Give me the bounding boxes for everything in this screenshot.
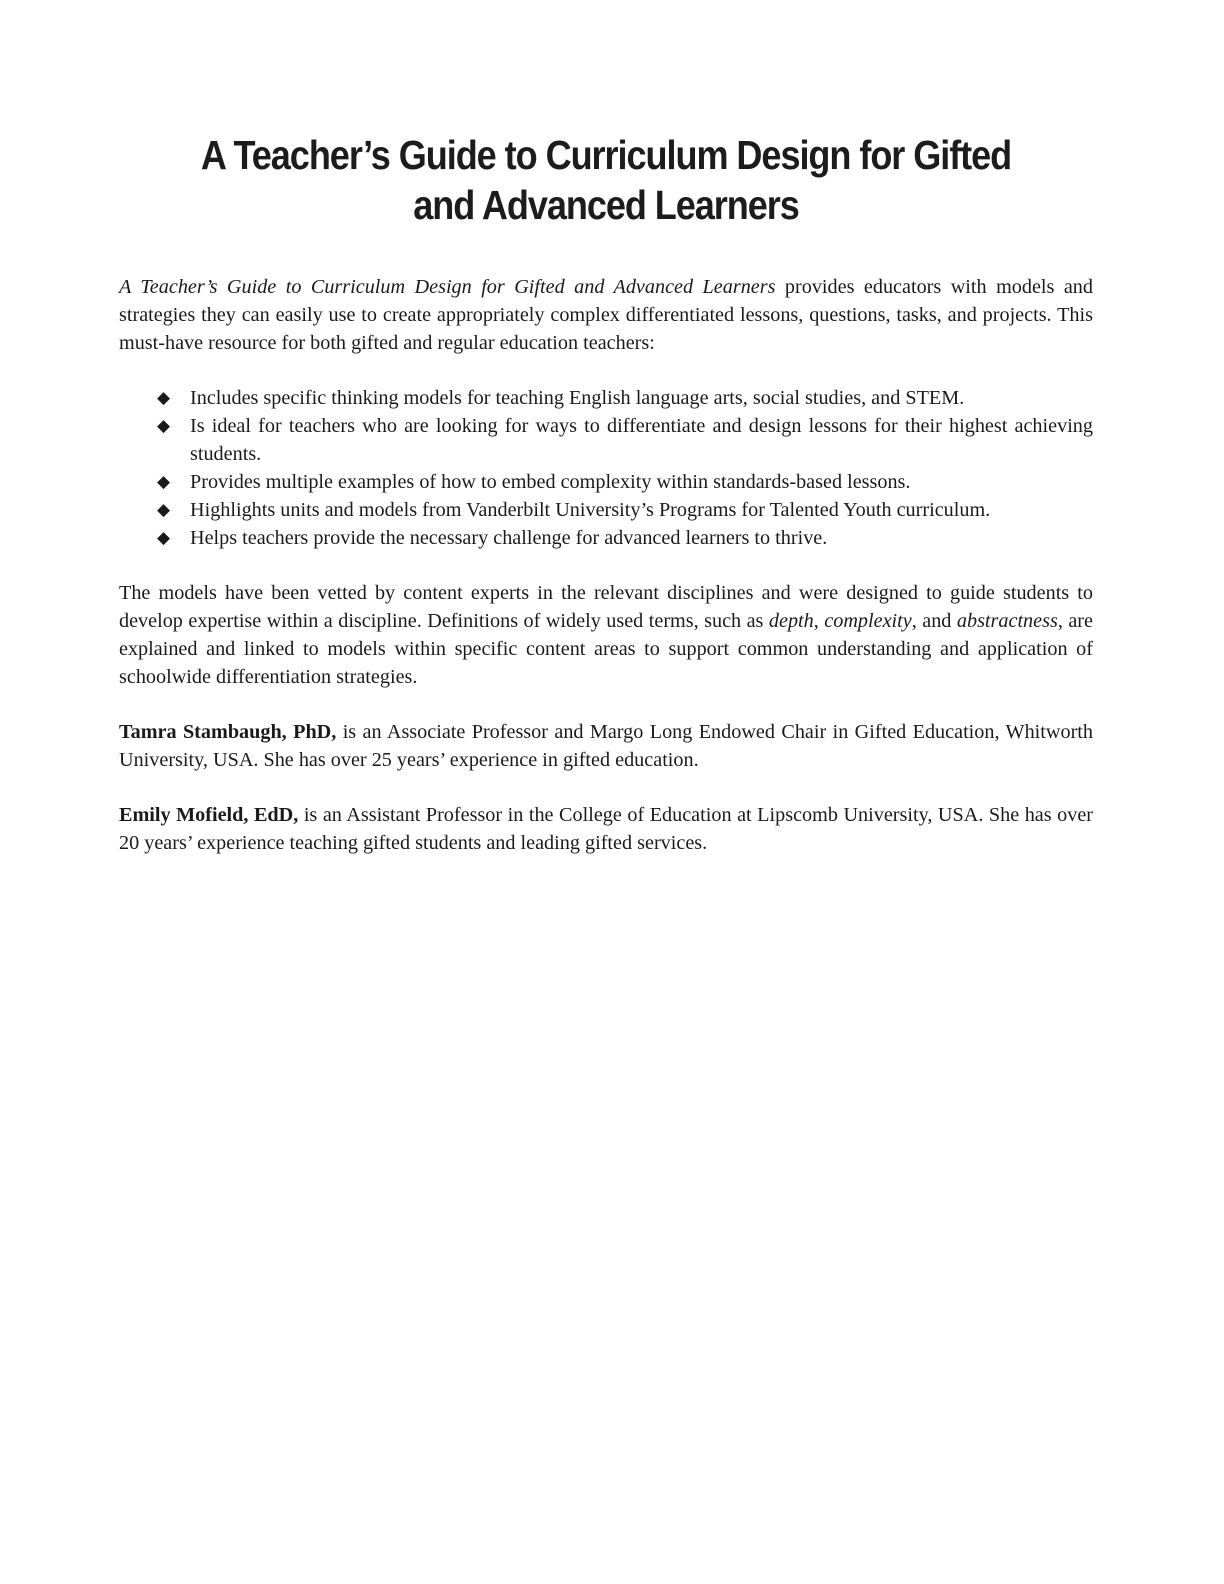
list-item-text: Includes specific thinking models for teaching English language arts, social studies, and STEM. (190, 387, 965, 409)
list-item (119, 468, 1093, 496)
author-bio (119, 801, 1093, 857)
models-text-part1: The models have been vetted by content experts in the relevant disciplines and were designed to guide students to develop expertise within a discipline. Definitions of widely used terms, such as (119, 582, 1093, 632)
back-cover-page (119, 130, 1093, 857)
intro-paragraph (119, 273, 1093, 357)
term-separator: , and (911, 610, 957, 632)
diamond-bullet-icon: ◆ (157, 528, 171, 548)
author-bio-text: is an Assistant Professor in the College of Education at Lipscomb University, USA. She has over 20 years’ experience teaching gifted students and leading gifted services. (119, 804, 1094, 854)
term-depth: depth (768, 610, 814, 632)
author-bio-text: is an Associate Professor and Margo Long Endowed Chair in Gifted Education, Whitworth University, USA. She has over 25 years’ experience in gifted education. (119, 721, 1093, 771)
models-paragraph (119, 579, 1093, 691)
page-title (177, 130, 1034, 230)
diamond-bullet-icon: ◆ (157, 388, 171, 408)
diamond-bullet-icon: ◆ (157, 416, 171, 436)
list-item (119, 496, 1093, 524)
list-item (119, 412, 1093, 468)
diamond-bullet-icon: ◆ (157, 472, 171, 492)
title-line-2: and Advanced Learners (413, 182, 799, 228)
list-item-text: Helps teachers provide the necessary challenge for advanced learners to thrive. (190, 527, 828, 549)
term-separator: , (813, 610, 825, 632)
list-item-text: Provides multiple examples of how to embed complexity within standards-based lessons. (190, 471, 911, 493)
intro-book-title: A Teacher’s Guide to Curriculum Design for Gifted and Advanced Learners (119, 276, 776, 298)
diamond-bullet-icon: ◆ (157, 500, 171, 520)
list-item-text: Highlights units and models from Vanderbilt University’s Programs for Talented Youth curriculum. (190, 499, 991, 521)
author-bio (119, 718, 1093, 774)
models-text-part2: , are explained and linked to models within specific content areas to support common understanding and application of schoolwide differentiation strategies. (119, 610, 1093, 688)
author-name: Tamra Stambaugh, PhD, (119, 721, 337, 743)
author-name: Emily Mofield, EdD, (119, 804, 299, 826)
intro-text: provides educators with models and strategies they can easily use to create appropriately complex differentiated lessons, questions, tasks, and projects. This must-have resource for both gifted and regular education teachers: (119, 276, 1093, 354)
feature-list (119, 384, 1093, 552)
term-abstractness: abstractness (956, 610, 1058, 632)
title-line-1: A Teacher’s Guide to Curriculum Design for Gifted (200, 132, 1012, 178)
term-complexity: complexity (824, 610, 912, 632)
list-item (119, 524, 1093, 552)
list-item (119, 384, 1093, 412)
list-item-text: Is ideal for teachers who are looking for ways to differentiate and design lessons for their highest achieving students. (190, 415, 1093, 465)
